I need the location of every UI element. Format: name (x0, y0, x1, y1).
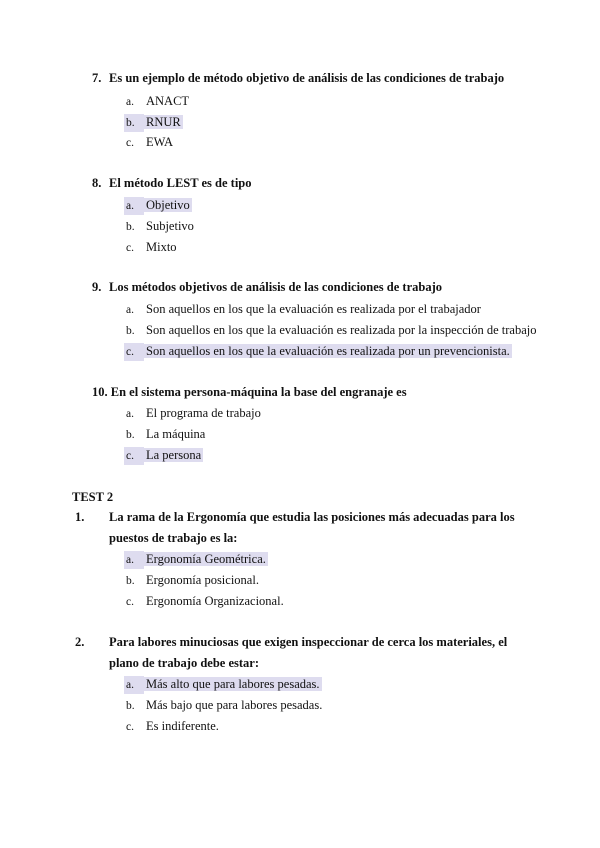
question-text: Para labores minuciosas que exigen inspeccionar de cerca los materiales, el plano de trabajo debe estar: (109, 635, 508, 670)
option-t2-1c (126, 592, 286, 610)
option-text: Ergonomía Geométrica. (146, 552, 266, 566)
option-text: Ergonomía posicional. (146, 573, 259, 587)
question-7 (92, 68, 532, 89)
section-title: TEST 2 (72, 490, 114, 504)
option-letter: b. (126, 700, 135, 712)
question-text: Los métodos objetivos de análisis de las condiciones de trabajo (109, 280, 443, 294)
option-10c-highlighted (126, 446, 203, 464)
option-8a-highlighted (126, 196, 192, 214)
option-8c (126, 238, 179, 256)
question-text: El método LEST es de tipo (109, 176, 252, 190)
option-9a (126, 300, 483, 318)
option-t2-1b (126, 571, 261, 589)
option-10a (126, 404, 263, 422)
option-text: Objetivo (146, 198, 190, 212)
option-9b (126, 321, 538, 339)
option-t2-2a-highlighted (126, 675, 322, 693)
option-text: RNUR (146, 115, 181, 129)
option-text: Son aquellos en los que la evaluación es realizada por la inspección de trabajo (146, 323, 537, 337)
option-7c (126, 133, 175, 151)
option-text: Subjetivo (146, 219, 194, 233)
question-10 (92, 382, 532, 403)
option-letter: b. (126, 221, 135, 233)
option-7a (126, 92, 191, 110)
option-letter: b. (126, 429, 135, 441)
option-letter: c. (126, 242, 134, 254)
question-number: 2. (75, 635, 85, 649)
option-text: Más alto que para labores pesadas. (146, 677, 320, 691)
option-letter: a. (124, 676, 144, 694)
test2-question-1 (75, 507, 529, 549)
option-9c-highlighted (126, 342, 512, 360)
test2-question-2 (75, 632, 529, 674)
option-letter: a. (126, 408, 134, 420)
option-letter: b. (124, 114, 144, 132)
question-number: 1. (75, 510, 85, 524)
question-text: La rama de la Ergonomía que estudia las posiciones más adecuadas para los puestos de trabajo es la: (109, 510, 515, 545)
option-text: Son aquellos en los que la evaluación es realizada por el trabajador (146, 302, 481, 316)
option-t2-1a-highlighted (126, 550, 268, 568)
option-text: EWA (146, 135, 174, 149)
question-9 (92, 277, 532, 298)
option-text: La persona (146, 448, 202, 462)
question-number: 9. (92, 280, 102, 294)
option-t2-2b (126, 696, 324, 714)
option-text: Es indiferente. (146, 719, 219, 733)
question-number: 8. (92, 176, 102, 190)
option-letter: b. (126, 575, 135, 587)
question-8 (92, 173, 532, 194)
option-text: Mixto (146, 240, 177, 254)
option-letter: a. (126, 304, 134, 316)
option-letter: a. (126, 96, 134, 108)
option-8b (126, 217, 196, 235)
option-letter: c. (126, 137, 134, 149)
question-text: Es un ejemplo de método objetivo de análisis de las condiciones de trabajo (109, 71, 505, 85)
option-7b-highlighted (126, 113, 183, 131)
question-text: En el sistema persona-máquina la base del engranaje es (110, 385, 407, 399)
option-letter: a. (124, 197, 144, 215)
option-text: La máquina (146, 427, 206, 441)
option-letter: c. (124, 343, 144, 361)
option-text: Ergonomía Organizacional. (146, 594, 284, 608)
option-letter: c. (124, 447, 144, 465)
option-letter: c. (126, 721, 134, 733)
option-t2-2c (126, 717, 221, 735)
option-text: ANACT (146, 94, 190, 108)
option-text: El programa de trabajo (146, 406, 261, 420)
question-number: 7. (92, 71, 102, 85)
option-letter: b. (126, 325, 135, 337)
option-text: Son aquellos en los que la evaluación es realizada por un prevencionista. (146, 344, 510, 358)
option-text: Más bajo que para labores pesadas. (146, 698, 323, 712)
question-number: 10. (92, 385, 108, 399)
option-10b (126, 425, 207, 443)
option-letter: c. (126, 596, 134, 608)
option-letter: a. (124, 551, 144, 569)
